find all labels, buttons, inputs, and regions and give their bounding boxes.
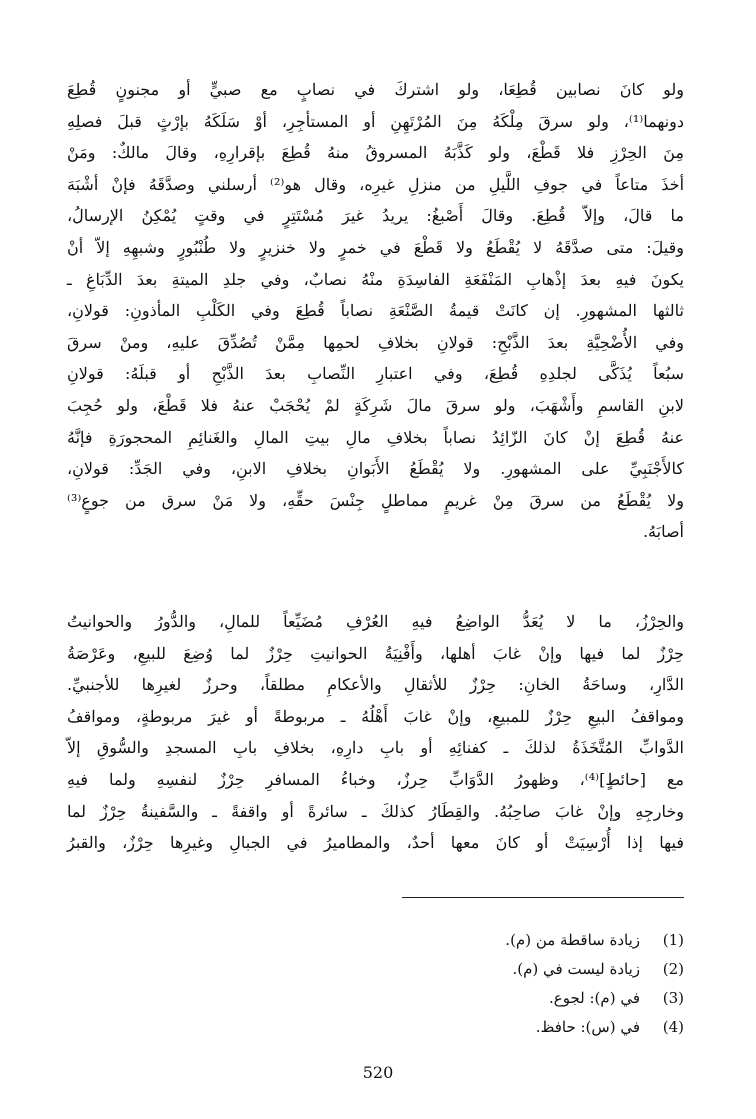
footnote-number: (2) — [662, 960, 684, 978]
footnote — [384, 984, 684, 1013]
text-line: أخذَ متاعاً في جوفِ اللَّيلِ من منزلِ غيرِه، وقال هو⁽²⁾ أرسلني وصدَّقَهُ فإنْ أشْبَهَ — [67, 174, 685, 194]
footnote-number: (4) — [662, 1018, 684, 1036]
text-line: ولا يُقْطَعُ من سرقَ مِنْ غريمٍ مماطلٍ جِنْسَ حقِّهِ، ولا مَنْ سرق من جوعٍ⁽³⁾ — [67, 490, 684, 510]
text-line: وخارجِهِ وإنْ غابَ صاحِبُهُ. والقِطَارُ كذلكَ ـ سائرةً أو واقفةً ـ والسَّفينةُ حِرْزٌ لما — [67, 801, 684, 821]
footnote — [384, 1013, 684, 1042]
paragraph-hirz-definition — [67, 606, 684, 859]
paragraph-theft-cases — [67, 74, 684, 548]
text-line: سبُعاً يُذَكَّى لجلدِهِ قُطِعَ، وفي اعتبارِ النِّصابِ بعدَ الذَّبْحِ أو قبلَهُ: قولانِ — [67, 364, 684, 384]
text-line: حِرْزٌ لما فيها وإنْ غابَ أهلها، وأَفْنِيَةُ الحوانيتِ حِرْزٌ لما وُضِعَ للبيعِ، وعَرْصَةُ — [67, 643, 684, 663]
text-line: وفي الأُضْحِيَّةِ بعدَ الذَّبْحِ: قولانِ بخلافِ لحمِها مِمَّنْ تُصُدِّقَ عليهِ، ومنْ سرقَ — [67, 332, 684, 352]
page-number: 520 — [362, 1063, 394, 1082]
footnote-text: في (س): حافظ. — [535, 1018, 640, 1036]
text-line: ما قالَ، وإلاّ قُطِعَ. وقالَ أَصْبغُ: يريدُ غيرَ مُسْتَتِرٍ في وقتٍ يُمْكِنُ الإرسالُ، — [67, 206, 684, 226]
text-line: وقيلَ: متى صدَّقَهُ لا يُقْطَعُ ولا قَطْعَ في خمرٍ ولا خنزيرٍ ولا طُنْبُورٍ وشبهِهِ إلاّ أنْ — [67, 237, 684, 257]
text-line: كالأَجْنَبِيِّ على المشهورِ. ولا يُقْطَعُ الأَبَوانِ بخلافِ الابنِ، وفي الجَدِّ: قولانِ، — [67, 459, 684, 479]
footnote-text: زيادة ساقطة من (م). — [505, 931, 640, 949]
text-line: مِنَ الحِرْزِ فلا قَطْعَ، ولو كَذَّبَهُ المسروقُ منهُ قُطِعَ بإقرارِهِ، وقالَ مالكٌ: ومَنْ — [67, 143, 684, 163]
text-line: والحِرْزُ، ما لا يُعَدُّ الواضِعُ فيهِ العُرْفِ مُضَيِّعاً للمالِ، والدُّورُ والحوانيتُ — [67, 612, 684, 631]
footnote — [384, 955, 684, 984]
footnotes — [384, 926, 684, 1042]
text-line: الدَّوابِّ المُتَّخَذَةُ لذلكَ ـ كفنائِهِ أو بابِ دارِهِ، بخلافِ بابِ المسجدِ والسُّوقِ إلاّ — [67, 738, 684, 758]
text-line: الدَّارِ، وساحَةُ الخانِ: حِرْزٌ للأثقالِ والأعكامِ مطلقاً، وحرزٌ لغيرِها للأجنبيِّ. — [67, 675, 684, 695]
footnote-separator — [402, 897, 684, 898]
footnote-text: زيادة ليست في (م). — [512, 960, 640, 978]
text-line: فيها إذا أُرْسِيَتْ أو كانَ معها أحدٌ، والمطاميرُ في الجبالِ وغيرِها حِرْزٌ، والقبرُ — [67, 833, 684, 853]
text-line: مع [حائطٍ]⁽⁴⁾، وظهورُ الدَّوَابِّ حِرزٌ، وخباءُ المسافرِ حِرْزٌ لنفسِهِ ولما فيهِ — [67, 769, 685, 789]
text-line: أصابَهُ. — [642, 522, 684, 542]
text-line: ثالثها المشهورِ. إن كانَتْ قيمةُ الصَّنْعَةِ نصاباً قُطِعَ وفي الكَلْبِ المأذونِ: قولانِ، — [67, 301, 684, 321]
footnote-number: (3) — [662, 989, 684, 1007]
text-line: دونهما⁽¹⁾، ولو سرقَ مِلْكَهُ مِنَ المُرْتَهِنِ أو المستأجِرِ، أوْ سَلَكَهُ بإرْثٍ قبلَ فصلِهِ — [67, 111, 684, 131]
text-line: عنهُ قُطِعَ إنْ كانَ الزّائِدُ نصاباً بخلافِ مالِ بيتِ المالِ والغَنائِمِ المحجورَةِ فإنَّهُ — [67, 427, 684, 447]
footnote — [384, 926, 684, 955]
text-line: ولو كانَ نصابين قُطِعَا، ولو اشتركَ في نصابٍ مع صبيٍّ أو مجنونٍ قُطِعَ — [67, 80, 684, 99]
text-line: لابنِ القاسمِ وأَشْهَبَ، ولو سرقَ مالَ شَرِكَةٍ لمْ يُحْجَبْ عنهُ فلا قَطْعَ، ولو حُجِبَ — [67, 395, 684, 415]
footnote-text: في (م): لجوع. — [549, 989, 640, 1007]
text-line: ومواقفُ البيعِ حِرْزٌ للمبيعِ، وإنْ غابَ أَهْلُهُ ـ مربوطةً أو غيرَ مربوطةٍ، ومواقفُ — [67, 706, 684, 726]
text-line: يكونَ فيهِ بعدَ إذْهابِ المَنْفَعَةِ الفاسِدَةِ منْهُ نصابٌ، وفي جلدِ الميتةِ بعدَ الدِّبَاغِ ـ — [67, 269, 684, 289]
footnote-number: (1) — [662, 931, 684, 949]
